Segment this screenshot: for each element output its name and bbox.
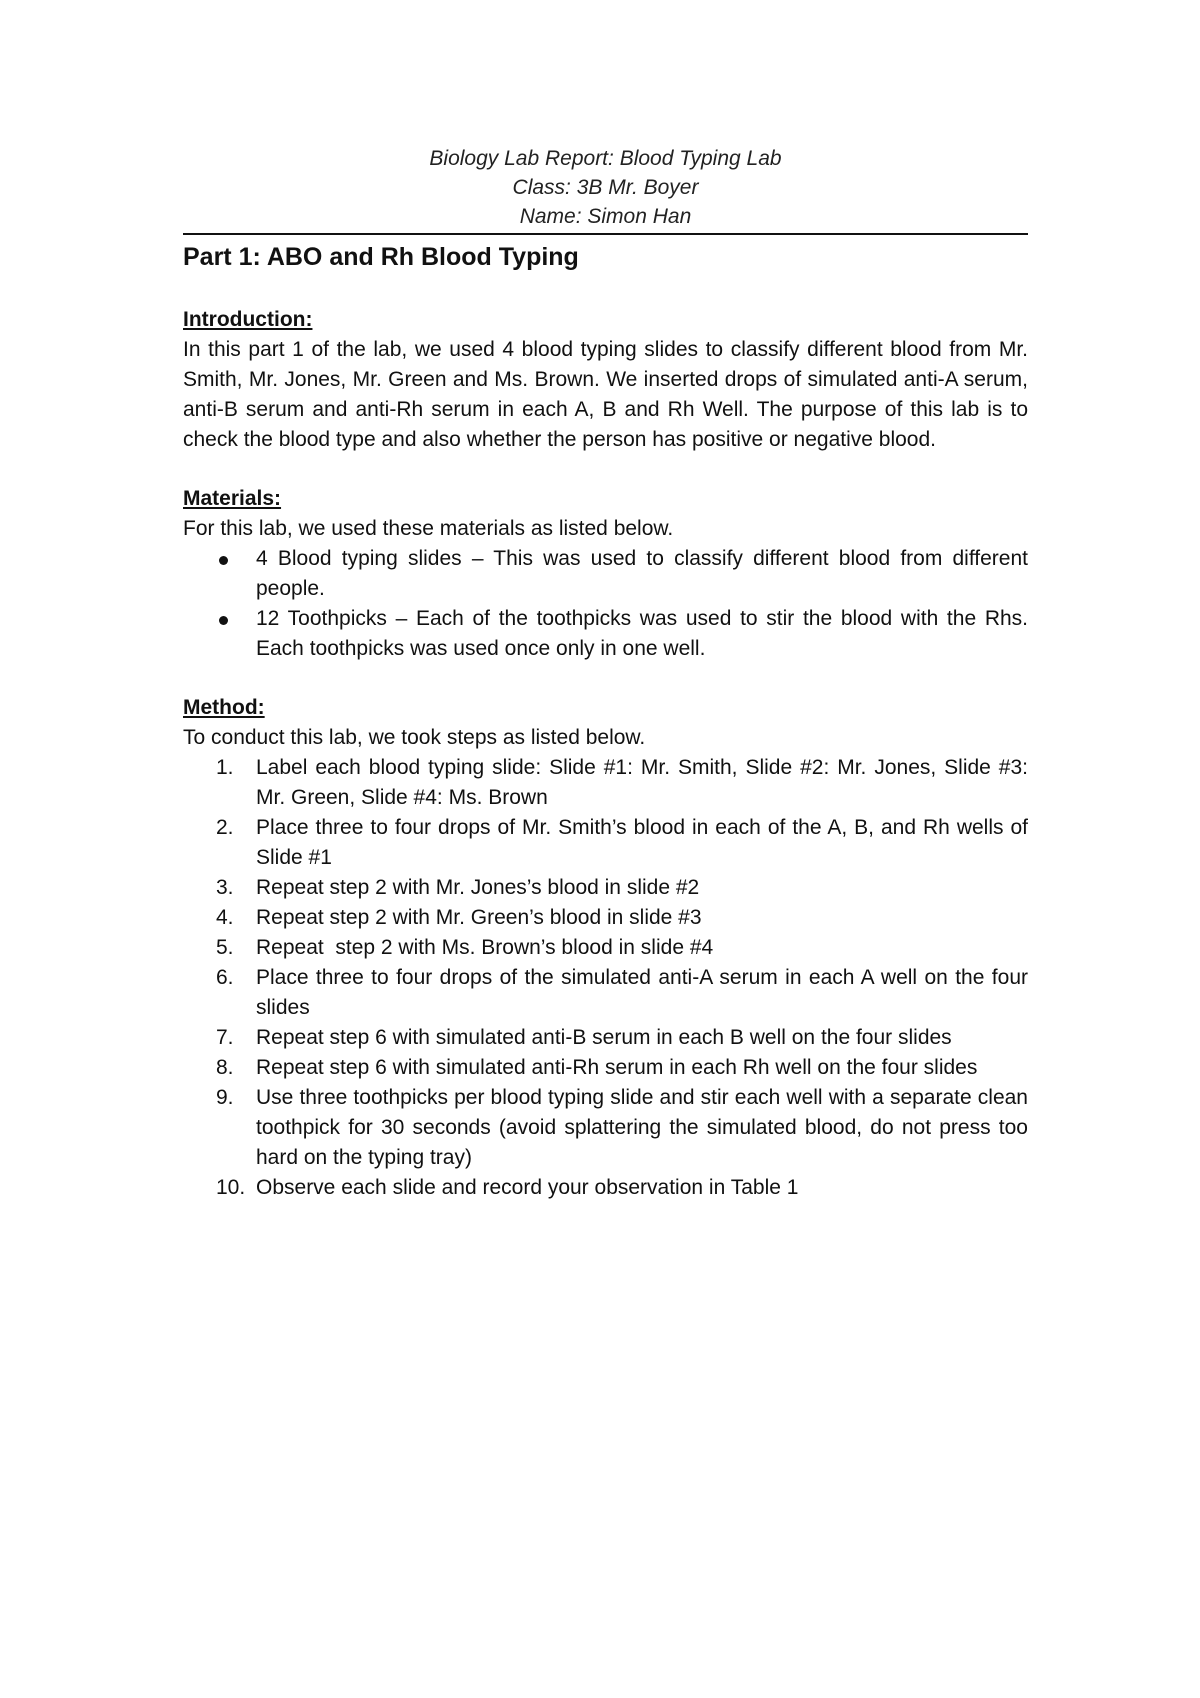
material-text: 4 Blood typing slides – This was used to classify different blood from different people. xyxy=(256,547,1028,600)
introduction-section xyxy=(183,305,1028,455)
introduction-heading: Introduction: xyxy=(183,308,313,331)
materials-list xyxy=(183,544,1028,664)
section-spacer xyxy=(183,664,1028,693)
step-text: Repeat step 6 with simulated anti-B serum in each B well on the four slides xyxy=(256,1026,952,1049)
step-text: Repeat step 6 with simulated anti-Rh serum in each Rh well on the four slides xyxy=(256,1056,978,1079)
list-item xyxy=(216,1053,1028,1083)
list-item xyxy=(216,933,1028,963)
step-number: 2. xyxy=(216,816,234,839)
method-section xyxy=(183,693,1028,1203)
method-heading: Method: xyxy=(183,696,265,719)
part-title: Part 1: ABO and Rh Blood Typing xyxy=(183,243,579,271)
materials-intro: For this lab, we used these materials as listed below. xyxy=(183,517,674,540)
class-line: Class: 3B Mr. Boyer xyxy=(512,176,699,199)
step-number: 10. xyxy=(216,1176,246,1199)
list-item xyxy=(216,1173,1028,1203)
method-intro: To conduct this lab, we took steps as listed below. xyxy=(183,726,646,749)
list-item xyxy=(216,873,1028,903)
introduction-text: In this part 1 of the lab, we used 4 blood typing slides to classify different blood from Mr. Smith, Mr. Jones, Mr. Green and Ms. Brown. We inserted drops of simulated anti-A serum, anti-B serum and anti-Rh serum in each A, B and Rh Well. The purpose of this lab is to check the blood type and also whether the person has positive or negative blood. xyxy=(183,338,1028,451)
list-item xyxy=(256,544,1028,604)
step-number: 5. xyxy=(216,936,234,959)
section-spacer xyxy=(183,455,1028,484)
material-text: 12 Toothpicks – Each of the toothpicks was used to stir the blood with the Rhs. Each toothpicks was used once only in one well. xyxy=(256,607,1028,660)
report-title: Biology Lab Report: Blood Typing Lab xyxy=(429,147,782,170)
header-divider xyxy=(183,233,1028,235)
list-item xyxy=(216,963,1028,1023)
step-text: Repeat step 2 with Mr. Jones’s blood in slide #2 xyxy=(256,876,700,899)
method-steps xyxy=(183,753,1028,1203)
list-item xyxy=(216,813,1028,873)
materials-section xyxy=(183,484,1028,664)
step-number: 9. xyxy=(216,1086,234,1109)
list-item xyxy=(256,604,1028,664)
step-text: Place three to four drops of Mr. Smith’s blood in each of the A, B, and Rh wells of Slide #1 xyxy=(256,816,1028,869)
step-number: 3. xyxy=(216,876,234,899)
list-item xyxy=(216,1083,1028,1173)
step-text: Repeat step 2 with Mr. Green’s blood in slide #3 xyxy=(256,906,702,929)
step-number: 1. xyxy=(216,756,234,779)
step-number: 4. xyxy=(216,906,234,929)
list-item xyxy=(216,753,1028,813)
list-item xyxy=(216,903,1028,933)
step-number: 7. xyxy=(216,1026,234,1049)
bullet-icon xyxy=(219,556,228,565)
step-text: Use three toothpicks per blood typing slide and stir each well with a separate clean toothpick for 30 seconds (avoid splattering the simulated blood, do not press too hard on the typing tray) xyxy=(256,1086,1028,1169)
report-header xyxy=(183,144,1028,231)
list-item xyxy=(216,1023,1028,1053)
student-name-line: Name: Simon Han xyxy=(519,205,692,228)
bullet-icon xyxy=(219,616,228,625)
step-number: 6. xyxy=(216,966,234,989)
materials-heading: Materials: xyxy=(183,487,282,510)
step-text: Repeat step 2 with Ms. Brown’s blood in slide #4 xyxy=(256,936,714,959)
report-body xyxy=(183,305,1028,1203)
step-text: Place three to four drops of the simulated anti-A serum in each A well on the four slides xyxy=(256,966,1028,1019)
step-text: Label each blood typing slide: Slide #1: Mr. Smith, Slide #2: Mr. Jones, Slide #3: Mr. Green, Slide #4: Ms. Brown xyxy=(256,756,1028,809)
step-text: Observe each slide and record your observation in Table 1 xyxy=(256,1176,799,1199)
step-number: 8. xyxy=(216,1056,234,1079)
